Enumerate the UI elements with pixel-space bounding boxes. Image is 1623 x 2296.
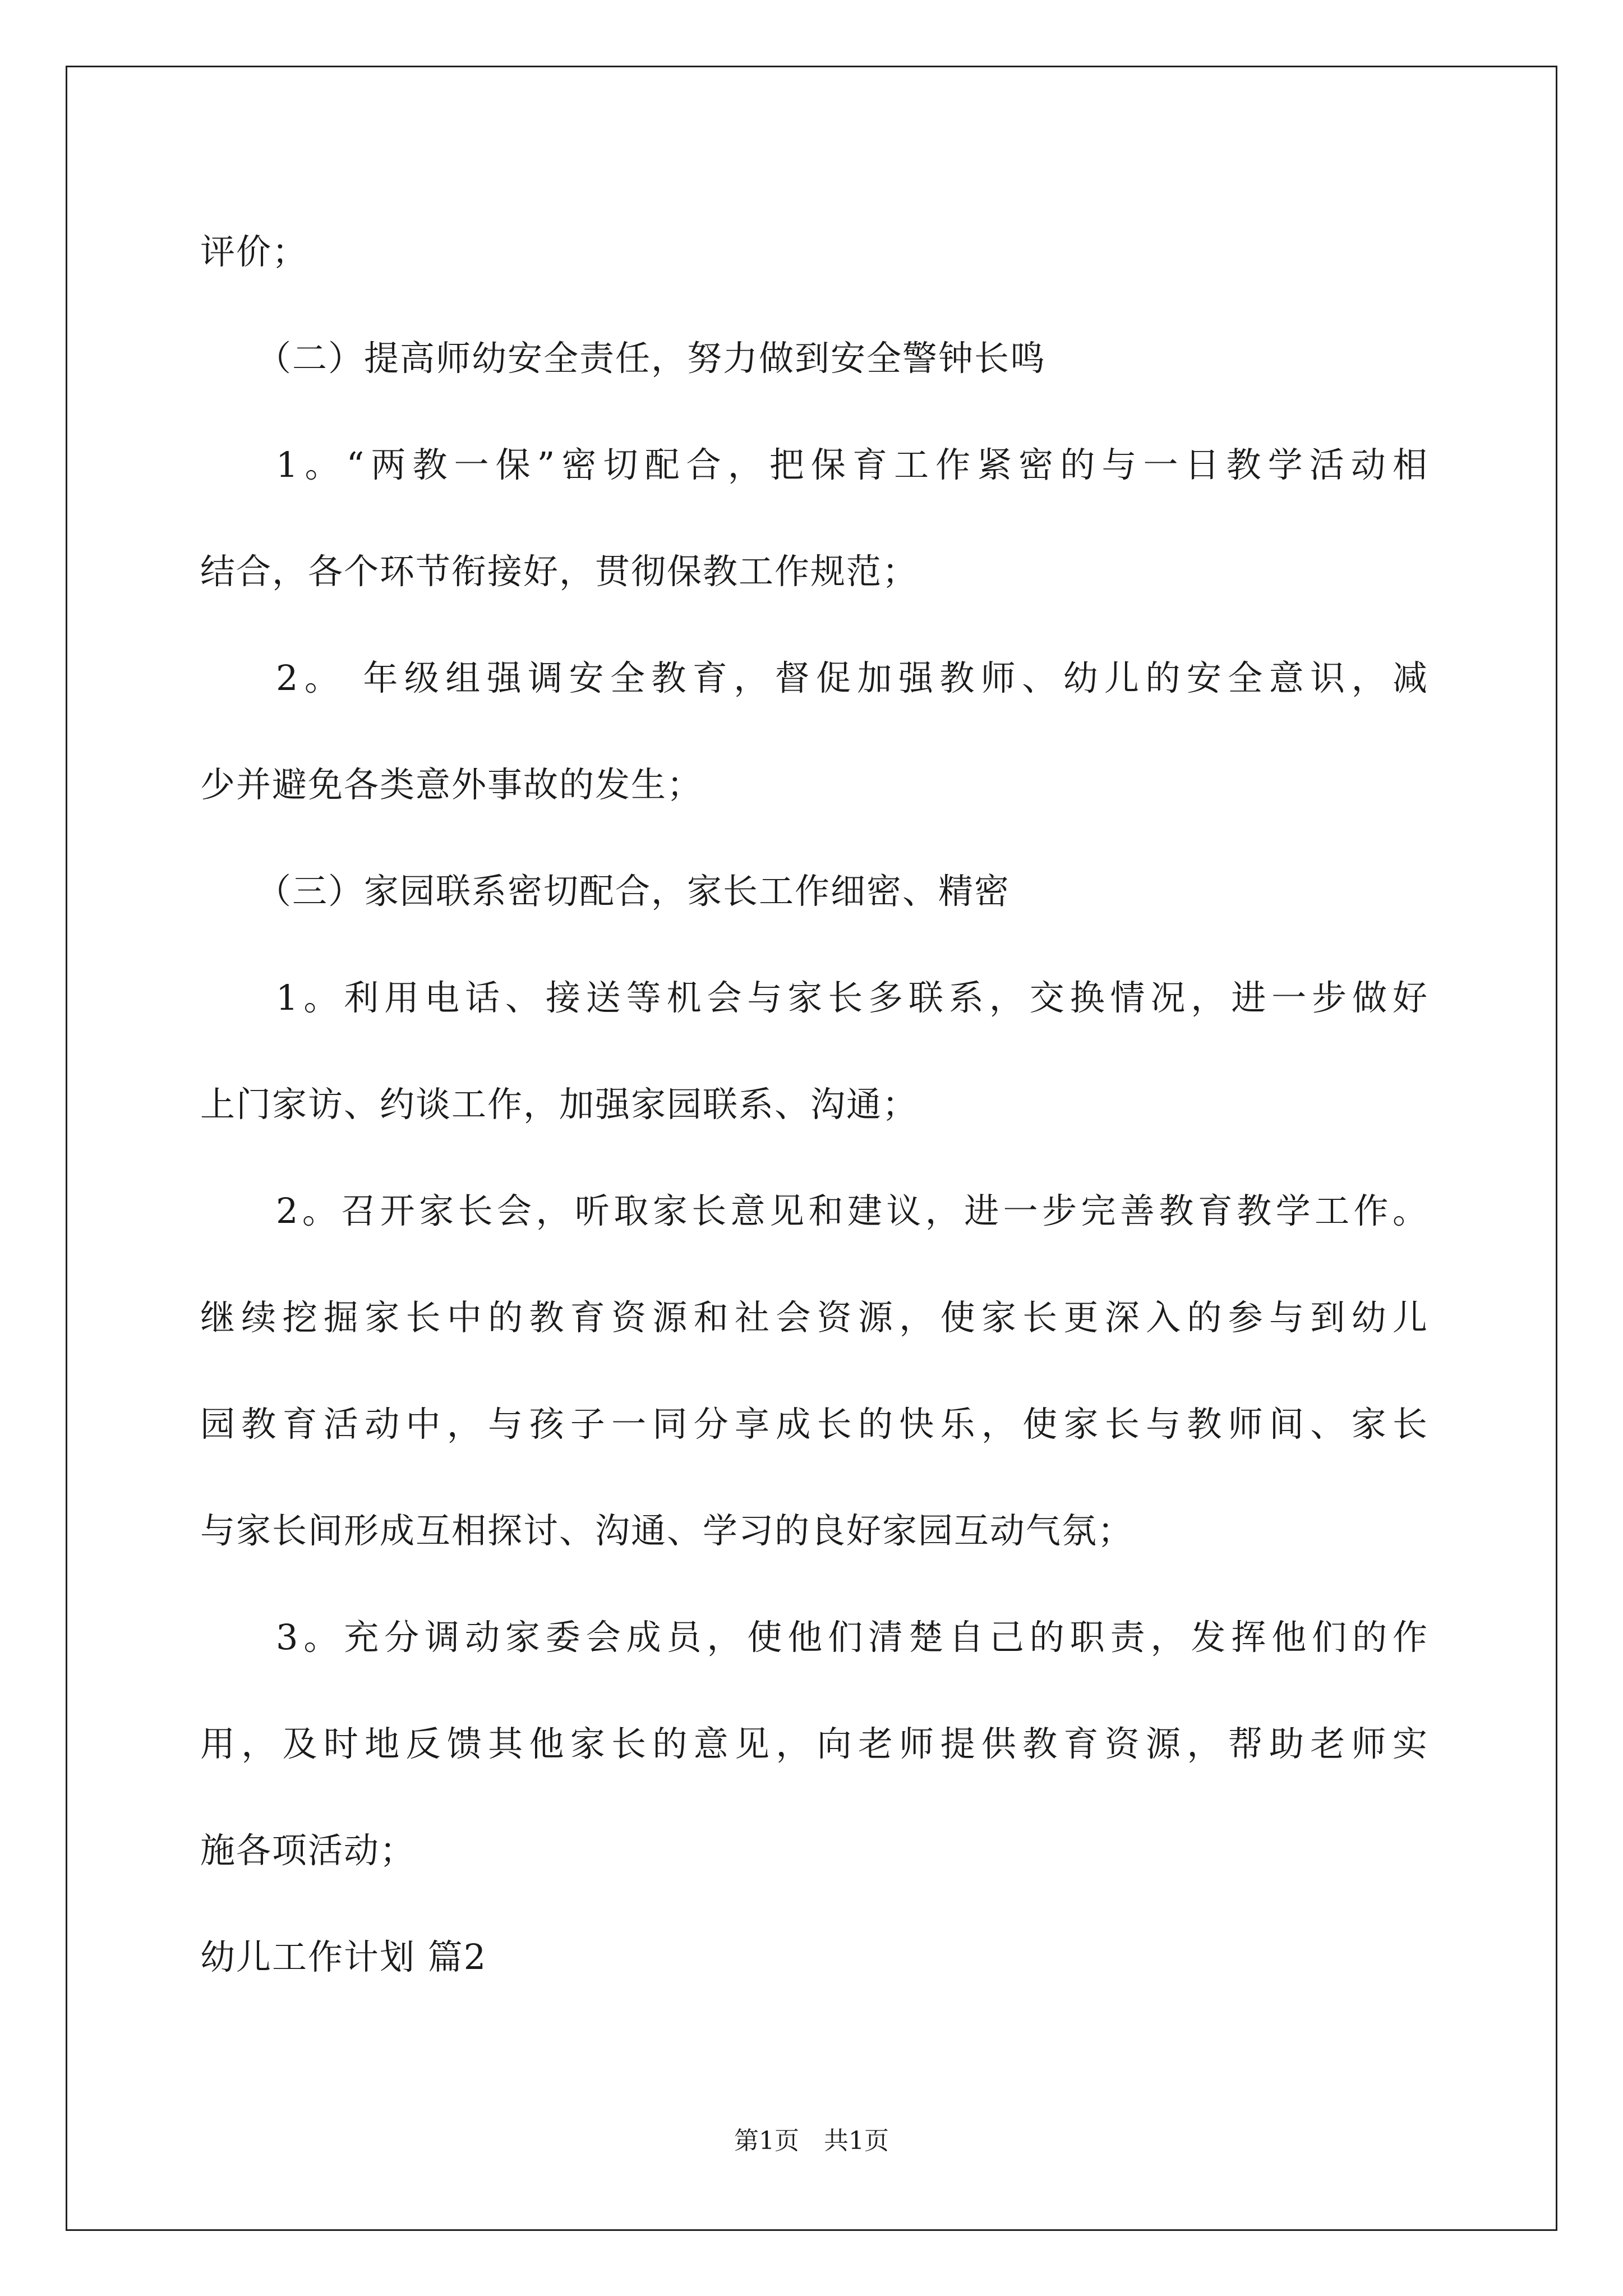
page-number-footer: 第1页 共1页	[734, 2127, 889, 2155]
paragraph-line: 上门家访、约谈工作，加强家园联系、沟通；	[200, 1084, 919, 1125]
paragraph-line: 少并避免各类意外事故的发生；	[200, 764, 703, 805]
document-heading: 幼儿工作计划 篇2	[200, 1936, 487, 1977]
paragraph-line: 继续挖掘家长中的教育资源和社会资源，使家长更深入的参与到幼儿	[200, 1297, 1428, 1338]
paragraph-line: 2。召开家长会，听取家长意见和建议，进一步完善教育教学工作。	[276, 1190, 1428, 1231]
paragraph-line: 2。 年级组强调安全教育，督促加强教师、幼儿的安全意识，减	[276, 657, 1428, 698]
page-border	[66, 66, 1557, 2231]
paragraph-line: 1。利用电话、接送等机会与家长多联系，交换情况，进一步做好	[276, 977, 1428, 1018]
paragraph-line: 3。充分调动家委会成员，使他们清楚自己的职责，发挥他们的作	[276, 1617, 1428, 1658]
section-heading-2: （二）提高师幼安全责任，努力做到安全警钟长鸣	[256, 338, 1046, 379]
paragraph-line: 施各项活动；	[200, 1830, 416, 1871]
paragraph-line: 园教育活动中，与孩子一同分享成长的快乐，使家长与教师间、家长	[200, 1404, 1428, 1444]
paragraph-line: 1。“两教一保”密切配合，把保育工作紧密的与一日教学活动相	[276, 444, 1428, 485]
text-line-continuation: 评价；	[200, 231, 308, 272]
paragraph-line: 与家长间形成互相探讨、沟通、学习的良好家园互动气氛；	[200, 1510, 1134, 1551]
section-heading-3: （三）家园联系密切配合，家长工作细密、精密	[256, 871, 1011, 912]
paragraph-line: 用，及时地反馈其他家长的意见，向老师提供教育资源，帮助老师实	[200, 1723, 1428, 1764]
paragraph-line: 结合，各个环节衔接好，贯彻保教工作规范；	[200, 551, 919, 592]
